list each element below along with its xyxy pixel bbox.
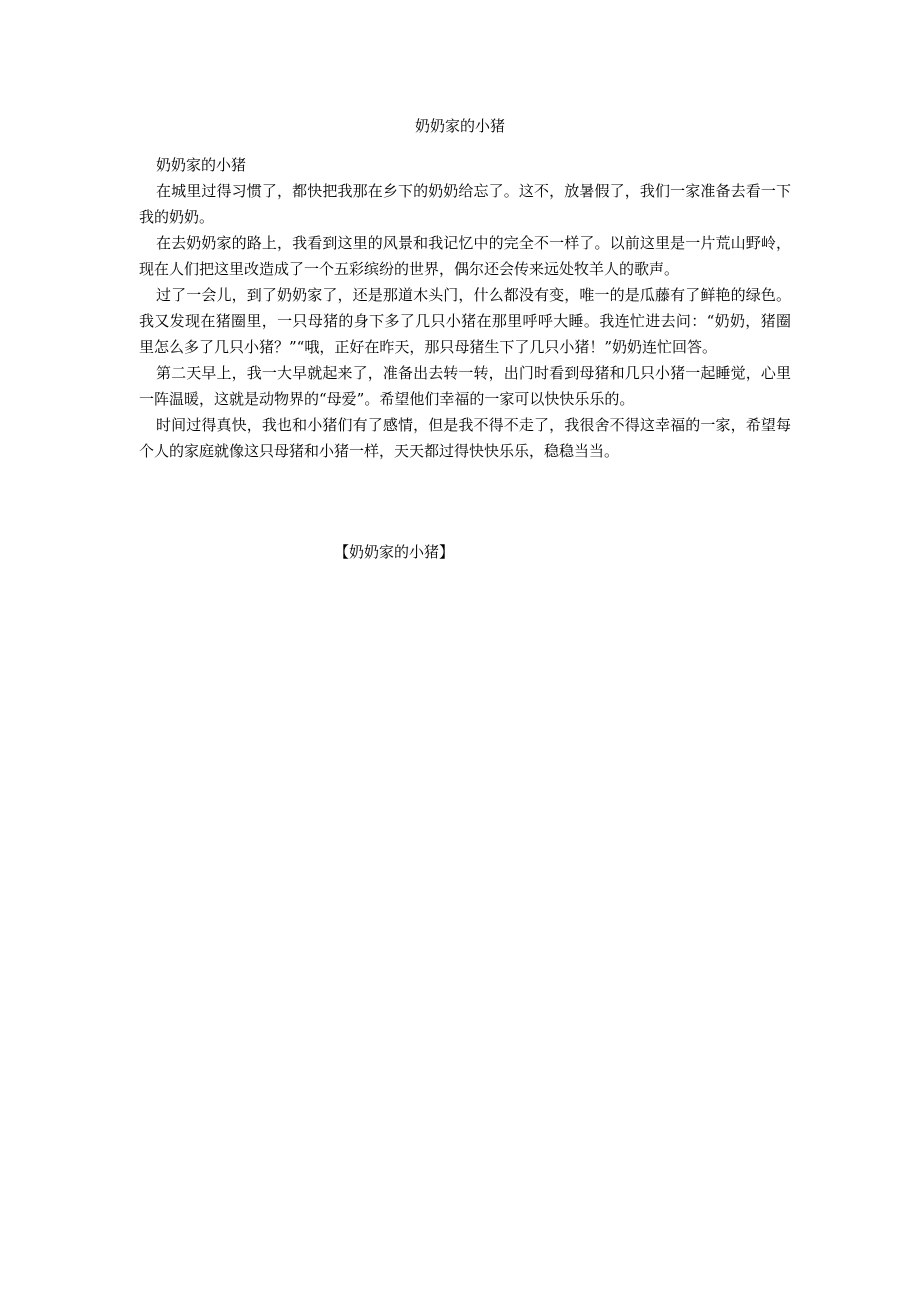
document-body [139, 152, 791, 464]
paragraph: 时间过得真快，我也和小猪们有了感情，但是我不得不走了，我很舍不得这幸福的一家，希望每个人的家庭就像这只母猪和小猪一样，天天都过得快快乐乐，稳稳当当。 [139, 416, 791, 460]
paragraph: 第二天早上，我一大早就起来了，准备出去转一转，出门时看到母猪和几只小猪一起睡觉，心里一阵温暖，这就是动物界的“母爱”。希望他们幸福的一家可以快快乐乐的。 [139, 364, 791, 408]
paragraph-subtitle: 奶奶家的小猪 [156, 156, 247, 174]
paragraph: 在去奶奶家的路上，我看到这里的风景和我记忆中的完全不一样了。以前这里是一片荒山野岭，现在人们把这里改造成了一个五彩缤纷的世界，偶尔还会传来远处牧羊人的歌声。 [139, 234, 791, 278]
footer-title: 【奶奶家的小猪】 [334, 543, 455, 561]
paragraph: 过了一会儿，到了奶奶家了，还是那道木头门，什么都没有变，唯一的是瓜藤有了鲜艳的绿色。我又发现在猪圈里，一只母猪的身下多了几只小猪在那里呼呼大睡。我连忙进去问：“奶奶，猪圈里怎么多了几只小猪？”“哦，正好在昨天，那只母猪生下了几只小猪！”奶奶连忙回答。 [139, 286, 791, 356]
paragraph: 在城里过得习惯了，都快把我那在乡下的奶奶给忘了。这不，放暑假了，我们一家准备去看一下我的奶奶。 [139, 182, 791, 226]
document-title: 奶奶家的小猪 [414, 117, 505, 135]
